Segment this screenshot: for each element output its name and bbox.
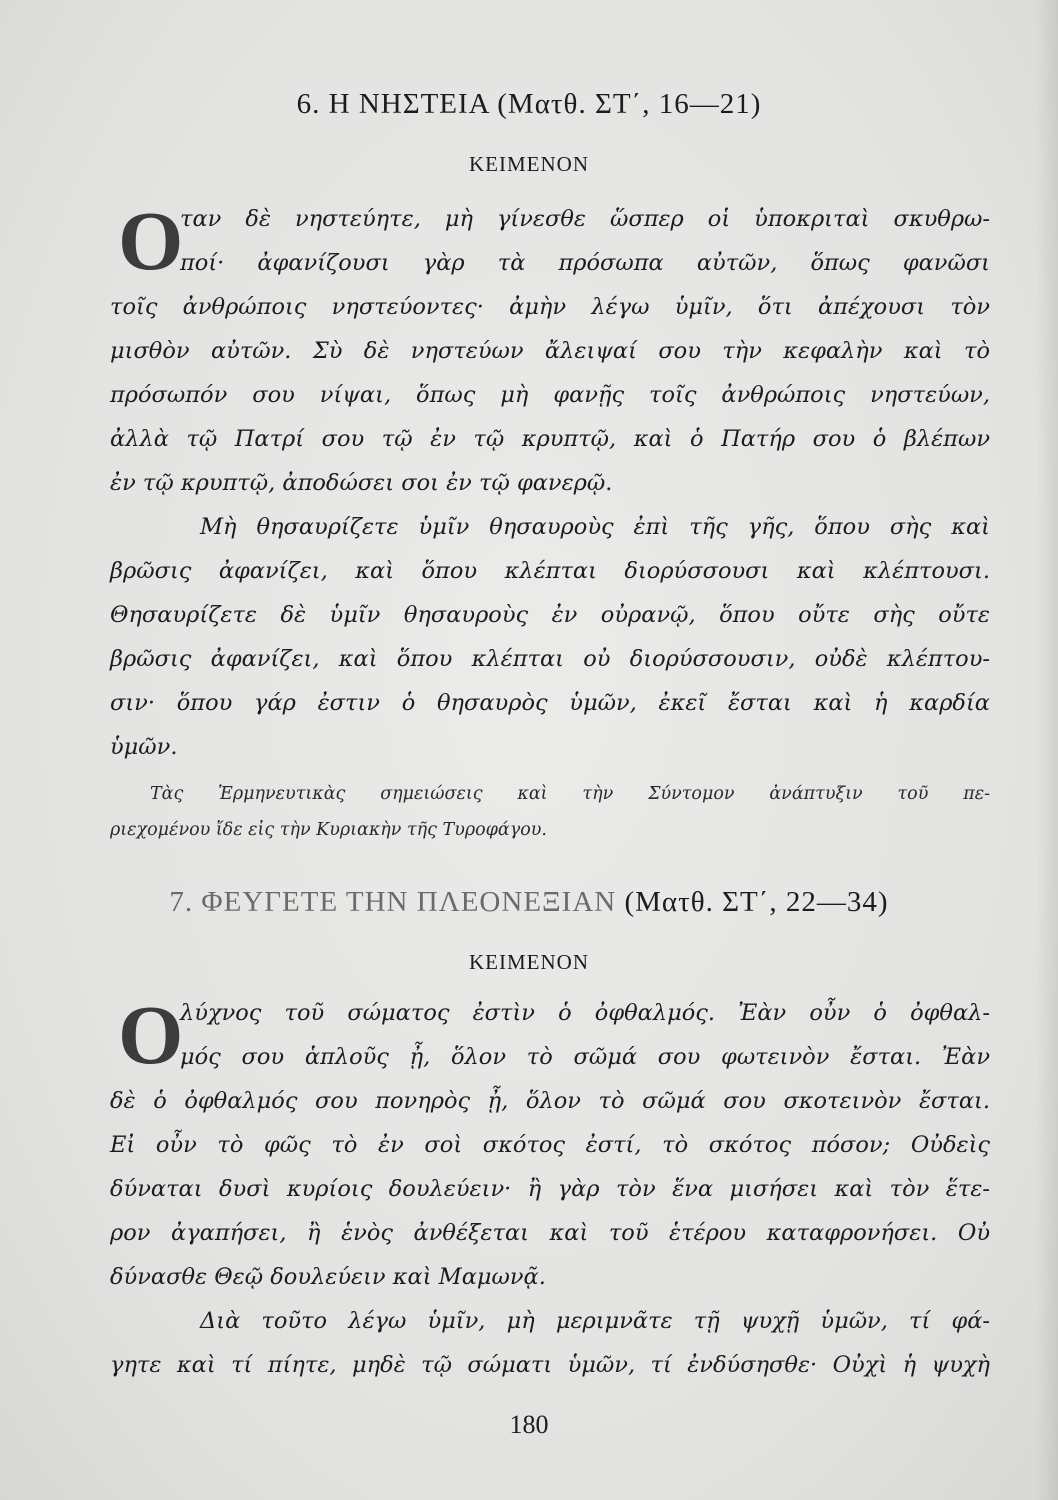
section-7-line: δύναται δυσὶ κυρίοις δουλεύειν· ἢ γὰρ τὸν ἕνα μισήσει καὶ τὸν ἕτε- — [110, 1176, 990, 1202]
section-6-heading — [0, 88, 1058, 121]
section-6-subheading: ΚΕΙΜΕΝΟΝ — [469, 152, 589, 176]
section-6-line: ταν δὲ νηστεύητε, μὴ γίνεσθε ὥσπερ οἱ ὑποκριταὶ σκυθρω- — [180, 206, 990, 232]
section-6-line: σιν· ὅπου γάρ ἐστιν ὁ θησαυρὸς ὑμῶν, ἐκεῖ ἔσται καὶ ἡ καρδία — [110, 690, 990, 716]
section-6-title: 6. Η ΝΗΣΤΕΙΑ — [296, 88, 498, 120]
page-edge-shadow — [1036, 0, 1058, 1500]
section-6-line: Μὴ θησαυρίζετε ὑμῖν θησαυροὺς ἐπὶ τῆς γῆς, ὅπου σὴς καὶ — [200, 514, 990, 540]
section-7-line: ρον ἀγαπήσει, ἢ ἑνὸς ἀνθέξεται καὶ τοῦ ἑτέρου καταφρονήσει. Οὐ — [110, 1220, 990, 1246]
section-6-note-line: Τὰς Ἑρμηνευτικὰς σημειώσεις καὶ τὴν Σύντομον ἀνάπτυξιν τοῦ πε- — [150, 784, 990, 804]
section-7-title: 7. ΦΕΥΓΕΤΕ ΤΗΝ ΠΛΕΟΝΕΞΙΑΝ — [169, 886, 625, 918]
section-7-heading — [0, 886, 1058, 919]
section-6-line: πρόσωπόν σου νίψαι, ὅπως μὴ φανῇς τοῖς ἀνθρώποις νηστεύων, — [110, 382, 990, 408]
section-6-reference: (Ματθ. ΣΤ΄, 16—21) — [497, 88, 762, 120]
section-6-line: ὑμῶν. — [110, 734, 178, 760]
section-7-line: Διὰ τοῦτο λέγω ὑμῖν, μὴ μεριμνᾶτε τῇ ψυχῇ ὑμῶν, τί φά- — [200, 1308, 990, 1334]
section-6-line: ἀλλὰ τῷ Πατρί σου τῷ ἐν τῷ κρυπτῷ, καὶ ὁ Πατήρ σου ὁ βλέπων — [110, 426, 990, 452]
section-7-line: μός σου ἁπλοῦς ᾖ, ὅλον τὸ σῶμά σου φωτεινὸν ἔσται. Ἐὰν — [180, 1044, 990, 1070]
section-7-line: Εἰ οὖν τὸ φῶς τὸ ἐν σοὶ σκότος ἐστί, τὸ σκότος πόσον; Οὐδεὶς — [110, 1132, 990, 1158]
section-6-line: βρῶσις ἀφανίζει, καὶ ὅπου κλέπται οὐ διορύσσουσιν, οὐδὲ κλέπτου- — [110, 646, 990, 672]
section-6-line: Θησαυρίζετε δὲ ὑμῖν θησαυροὺς ἐν οὐρανῷ, ὅπου οὔτε σὴς οὔτε — [110, 602, 990, 628]
section-7-line: δὲ ὁ ὀφθαλμός σου πονηρὸς ᾖ, ὅλον τὸ σῶμά σου σκοτεινὸν ἔσται. — [110, 1088, 990, 1114]
section-7-reference: (Ματθ. ΣΤ΄, 22—34) — [624, 886, 889, 918]
section-7-drop-cap: Ο — [118, 989, 184, 1082]
section-6-note-line: ριεχομένου ἴδε εἰς τὴν Κυριακὴν τῆς Τυροφάγου. — [110, 820, 547, 840]
section-6-line: ποί· ἀφανίζουσι γὰρ τὰ πρόσωπα αὐτῶν, ὅπως φανῶσι — [180, 250, 990, 276]
section-6-drop-cap: Ο — [118, 195, 184, 288]
section-6-line: βρῶσις ἀφανίζει, καὶ ὅπου κλέπται διορύσσουσι καὶ κλέπτουσι. — [110, 558, 990, 584]
section-7-line: λύχνος τοῦ σώματος ἐστὶν ὁ ὀφθαλμός. Ἐὰν οὖν ὁ ὀφθαλ- — [180, 1000, 990, 1026]
section-6-line: μισθὸν αὐτῶν. Σὺ δὲ νηστεύων ἄλειψαί σου τὴν κεφαλὴν καὶ τὸ — [110, 338, 990, 364]
section-7-line: γητε καὶ τί πίητε, μηδὲ τῷ σώματι ὑμῶν, τί ἐνδύσησθε· Οὐχὶ ἡ ψυχὴ — [110, 1352, 990, 1378]
page-number: 180 — [509, 1410, 549, 1439]
section-6-line: τοῖς ἀνθρώποις νηστεύοντες· ἀμὴν λέγω ὑμῖν, ὅτι ἀπέχουσι τὸν — [110, 294, 990, 320]
section-7-line: δύνασθε Θεῷ δουλεύειν καὶ Μαμωνᾷ. — [110, 1264, 546, 1290]
section-7-subheading: ΚΕΙΜΕΝΟΝ — [469, 950, 589, 974]
section-6-line: ἐν τῷ κρυπτῷ, ἀποδώσει σοι ἐν τῷ φανερῷ. — [110, 470, 613, 496]
